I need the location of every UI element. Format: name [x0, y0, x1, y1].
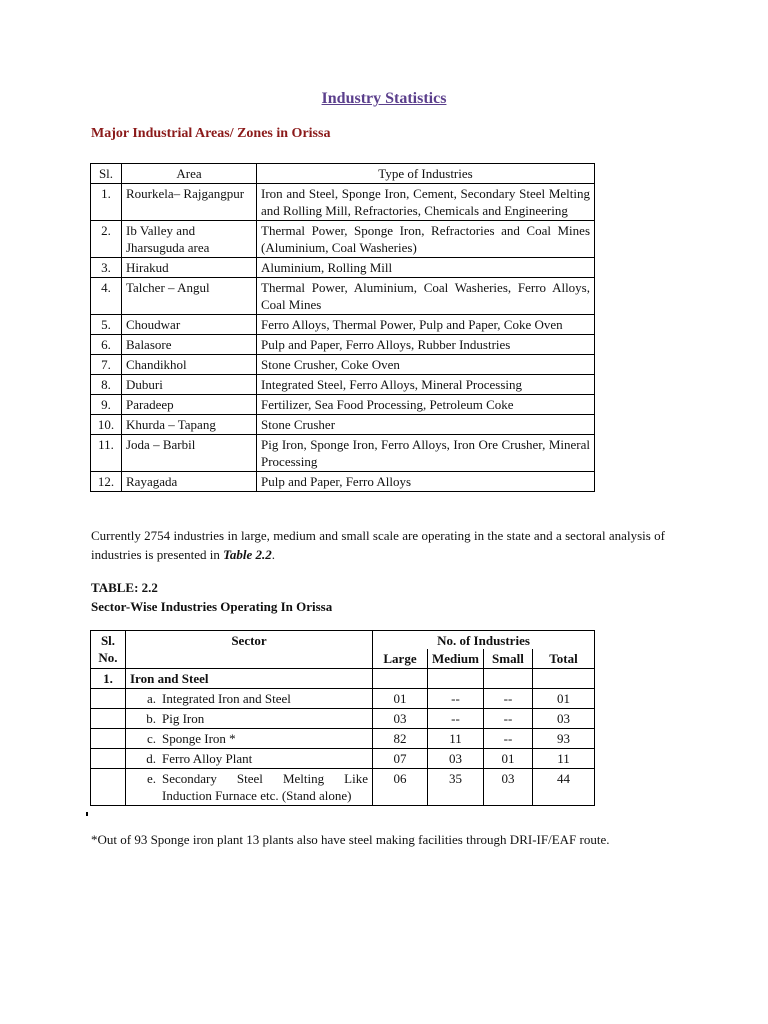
- header-types: Type of Industries: [257, 164, 595, 184]
- cell-medium: 11: [428, 729, 484, 749]
- table-caption: [91, 578, 332, 616]
- paragraph-end: .: [271, 547, 276, 562]
- cell-sl: 5.: [91, 315, 122, 335]
- cell-small: --: [483, 689, 532, 709]
- table-header-row: [91, 631, 595, 650]
- cell-area: Rayagada: [122, 472, 257, 492]
- group-empty: [532, 669, 594, 689]
- cell-medium: --: [428, 689, 484, 709]
- cell-types: Pulp and Paper, Ferro Alloys: [257, 472, 595, 492]
- header-small: Small: [483, 649, 532, 669]
- group-empty: [483, 669, 532, 689]
- header-medium: Medium: [428, 649, 484, 669]
- sector-letter: a.: [146, 691, 156, 706]
- header-sl-no: Sl. No.: [91, 631, 126, 669]
- section-heading: Major Industrial Areas/ Zones in Orissa: [91, 126, 331, 141]
- table-number: TABLE: 2.2: [91, 580, 158, 595]
- cell-sl-empty: [91, 689, 126, 709]
- table-row: [91, 769, 595, 806]
- cell-types: Thermal Power, Sponge Iron, Refractories and Coal Mines (Aluminium, Coal Washeries): [257, 221, 595, 258]
- sector-letter: e.: [146, 771, 156, 786]
- cell-sl: 10.: [91, 415, 122, 435]
- cell-total: 11: [532, 749, 594, 769]
- table-row: [91, 375, 595, 395]
- cell-total: 44: [532, 769, 594, 806]
- sector-name: Integrated Iron and Steel: [162, 691, 291, 706]
- cell-total: 01: [532, 689, 594, 709]
- cell-sector: [126, 709, 373, 729]
- table-row: [91, 355, 595, 375]
- cell-sl: 6.: [91, 335, 122, 355]
- cell-area: Duburi: [122, 375, 257, 395]
- cell-area: Hirakud: [122, 258, 257, 278]
- cell-types: Ferro Alloys, Thermal Power, Pulp and Paper, Coke Oven: [257, 315, 595, 335]
- cell-sl: 4.: [91, 278, 122, 315]
- cell-medium: 03: [428, 749, 484, 769]
- table-reference: Table 2.2: [223, 547, 272, 562]
- cell-sector: [126, 729, 373, 749]
- cell-sl: 8.: [91, 375, 122, 395]
- table-row: [91, 709, 595, 729]
- cell-large: 01: [373, 689, 428, 709]
- table-header-row: [91, 164, 595, 184]
- cell-types: Stone Crusher: [257, 415, 595, 435]
- table-row: [91, 689, 595, 709]
- cell-sl: 11.: [91, 435, 122, 472]
- cell-small: 03: [483, 769, 532, 806]
- cell-small: 01: [483, 749, 532, 769]
- cell-types: Aluminium, Rolling Mill: [257, 258, 595, 278]
- cell-area: Rourkela– Rajgangpur: [122, 184, 257, 221]
- table-row: [91, 315, 595, 335]
- summary-paragraph: [91, 526, 665, 564]
- page-title: Industry Statistics: [321, 90, 447, 107]
- header-count-group: No. of Industries: [373, 631, 595, 650]
- cell-sl-empty: [91, 769, 126, 806]
- cell-area: Talcher – Angul: [122, 278, 257, 315]
- cell-area: Paradeep: [122, 395, 257, 415]
- cell-area: Joda – Barbil: [122, 435, 257, 472]
- cell-types: Integrated Steel, Ferro Alloys, Mineral Processing: [257, 375, 595, 395]
- table-row: [91, 395, 595, 415]
- cell-area: Choudwar: [122, 315, 257, 335]
- cell-sl: 7.: [91, 355, 122, 375]
- cell-sl-empty: [91, 709, 126, 729]
- table-row: [91, 669, 595, 689]
- table-row: [91, 184, 595, 221]
- sector-name: Pig Iron: [162, 711, 205, 726]
- group-name: Iron and Steel: [126, 669, 373, 689]
- table-row: [91, 472, 595, 492]
- cell-large: 82: [373, 729, 428, 749]
- table-row: [91, 335, 595, 355]
- industrial-areas-table: [90, 163, 595, 492]
- cell-area: Balasore: [122, 335, 257, 355]
- header-sector: Sector: [126, 631, 373, 669]
- cell-sector: [126, 749, 373, 769]
- cell-sl: 12.: [91, 472, 122, 492]
- table-row: [91, 749, 595, 769]
- cell-types: Pig Iron, Sponge Iron, Ferro Alloys, Iron Ore Crusher, Mineral Processing: [257, 435, 595, 472]
- cell-medium: --: [428, 709, 484, 729]
- cell-area: Ib Valley and Jharsuguda area: [122, 221, 257, 258]
- group-sl: 1.: [91, 669, 126, 689]
- cell-types: Pulp and Paper, Ferro Alloys, Rubber Industries: [257, 335, 595, 355]
- edge-mark: [86, 812, 88, 816]
- sector-name: Sponge Iron *: [162, 731, 236, 746]
- cell-sl: 1.: [91, 184, 122, 221]
- cell-sl: 2.: [91, 221, 122, 258]
- sector-table: [90, 630, 595, 806]
- table-row: [91, 258, 595, 278]
- cell-small: --: [483, 709, 532, 729]
- group-empty: [428, 669, 484, 689]
- table-row: [91, 278, 595, 315]
- cell-sl-empty: [91, 749, 126, 769]
- cell-area: Chandikhol: [122, 355, 257, 375]
- paragraph-text: Currently 2754 industries in large, medium and small scale are operating in the state and a sectoral analysis of industries is presented in: [91, 528, 665, 562]
- cell-sl: 9.: [91, 395, 122, 415]
- cell-medium: 35: [428, 769, 484, 806]
- cell-types: Stone Crusher, Coke Oven: [257, 355, 595, 375]
- cell-sector: [126, 689, 373, 709]
- sector-name: Ferro Alloy Plant: [162, 751, 253, 766]
- cell-sl-empty: [91, 729, 126, 749]
- cell-area: Khurda – Tapang: [122, 415, 257, 435]
- sector-name: Secondary Steel Melting Like Induction Furnace etc. (Stand alone): [162, 771, 368, 803]
- sector-letter: c.: [146, 731, 156, 746]
- table-row: [91, 435, 595, 472]
- cell-small: --: [483, 729, 532, 749]
- cell-sector: [126, 769, 373, 806]
- cell-large: 07: [373, 749, 428, 769]
- sector-letter: b.: [146, 711, 156, 726]
- footnote: *Out of 93 Sponge iron plant 13 plants also have steel making facilities through DRI-IF/EAF route.: [91, 832, 610, 847]
- cell-types: Fertilizer, Sea Food Processing, Petroleum Coke: [257, 395, 595, 415]
- header-area: Area: [122, 164, 257, 184]
- header-large: Large: [373, 649, 428, 669]
- cell-total: 93: [532, 729, 594, 749]
- header-total: Total: [532, 649, 594, 669]
- cell-total: 03: [532, 709, 594, 729]
- table-row: [91, 729, 595, 749]
- table-row: [91, 221, 595, 258]
- sector-letter: d.: [146, 751, 156, 766]
- header-sl: Sl.: [91, 164, 122, 184]
- table-row: [91, 415, 595, 435]
- group-empty: [373, 669, 428, 689]
- cell-large: 06: [373, 769, 428, 806]
- cell-types: Iron and Steel, Sponge Iron, Cement, Secondary Steel Melting and Rolling Mill, Refractories, Chemicals and Engineering: [257, 184, 595, 221]
- cell-types: Thermal Power, Aluminium, Coal Washeries, Ferro Alloys, Coal Mines: [257, 278, 595, 315]
- table-title: Sector-Wise Industries Operating In Orissa: [91, 599, 333, 614]
- cell-large: 03: [373, 709, 428, 729]
- cell-sl: 3.: [91, 258, 122, 278]
